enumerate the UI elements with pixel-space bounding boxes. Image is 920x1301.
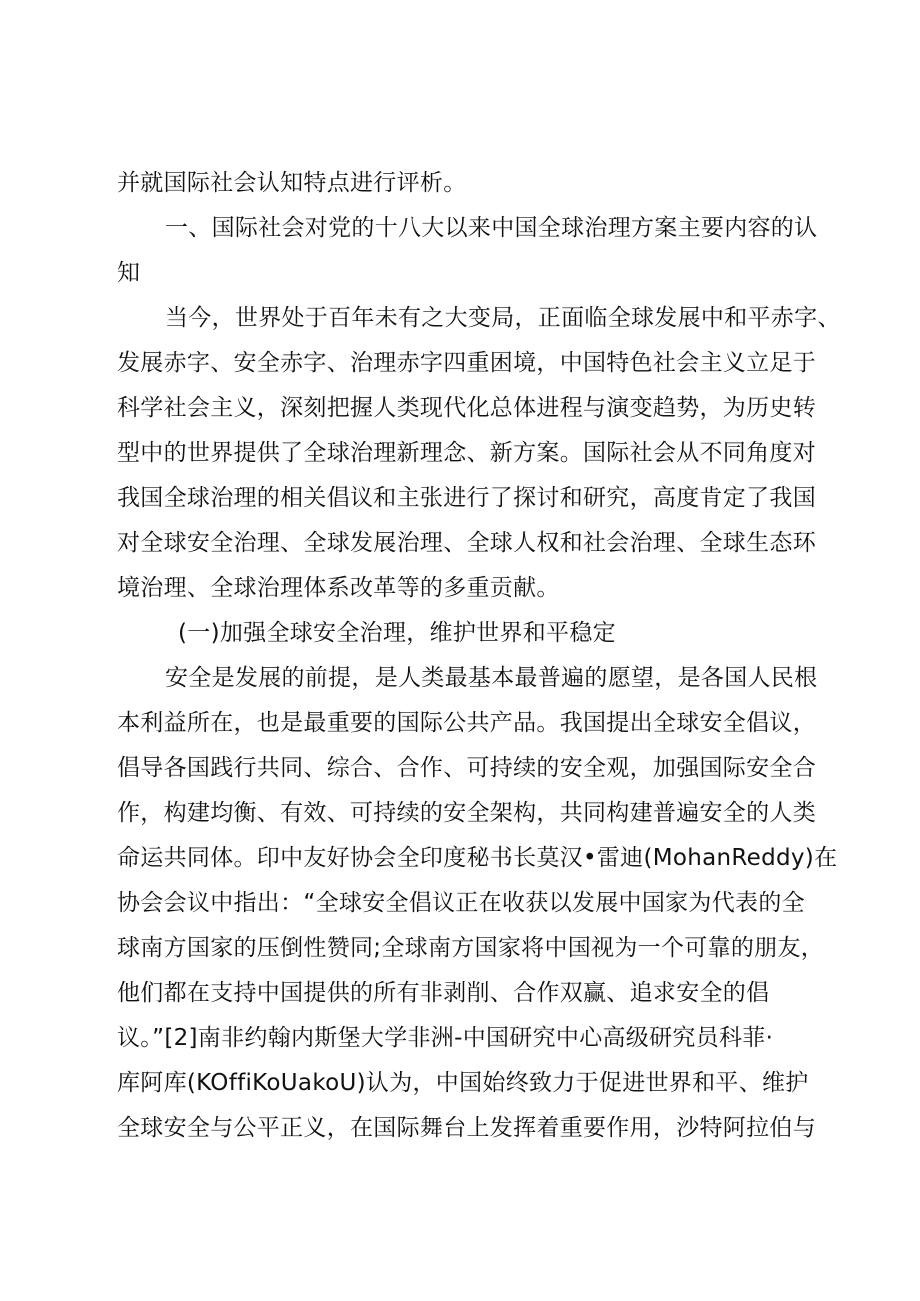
body-text-line: 球南方国家的压倒性赞同;全球南方国家将中国视为一个可靠的朋友， bbox=[117, 935, 825, 961]
body-text-line: 本利益所在，也是最重要的国际公共产品。我国提出全球安全倡议， bbox=[117, 710, 816, 736]
body-text-line: 库阿库(KOffiKoUakoU)认为，中国始终致力于促进世界和平、维护 bbox=[117, 1070, 809, 1096]
section-heading: 一、国际社会对党的十八大以来中国全球治理方案主要内容的认 bbox=[165, 215, 818, 241]
body-text-line: 对全球安全治理、全球发展治理、全球人权和社会治理、全球生态环 bbox=[117, 530, 816, 556]
body-text-line: 当今，世界处于百年未有之大变局，正面临全球发展中和平赤字、 bbox=[165, 305, 841, 331]
body-text-line: 安全是发展的前提，是人类最基本最普遍的愿望，是各国人民根 bbox=[165, 665, 818, 691]
body-text-line: 型中的世界提供了全球治理新理念、新方案。国际社会从不同角度对 bbox=[117, 440, 816, 466]
body-text-line: 协会会议中指出：“全球安全倡议正在收获以发展中国家为代表的全 bbox=[117, 890, 805, 916]
body-text-line: 全球安全与公平正义，在国际舞台上发挥着重要作用，沙特阿拉伯与 bbox=[117, 1115, 816, 1141]
body-text-line: 他们都在支持中国提供的所有非剥削、合作双赢、追求安全的倡 bbox=[117, 980, 770, 1006]
body-text-line: 科学社会主义，深刻把握人类现代化总体进程与演变趋势，为历史转 bbox=[117, 395, 816, 421]
body-text-line: 命运共同体。印中友好协会全印度秘书长莫汉•雷迪(MohanReddy)在 bbox=[117, 845, 838, 871]
body-text-line: 发展赤字、安全赤字、治理赤字四重困境，中国特色社会主义立足于 bbox=[117, 350, 816, 376]
body-text-line: 作，构建均衡、有效、可持续的安全架构，共同构建普遍安全的人类 bbox=[117, 800, 816, 826]
section-heading-continuation: 知 bbox=[117, 260, 141, 286]
subsection-heading: (一)加强全球安全治理，维护世界和平稳定 bbox=[178, 620, 616, 646]
paragraph-continuation: 并就国际社会认知特点进行评析。 bbox=[117, 170, 467, 196]
body-text-line: 议。”[2]南非约翰内斯堡大学非洲-中国研究中心高级研究员科菲· bbox=[117, 1025, 774, 1051]
body-text-line: 境治理、全球治理体系改革等的多重贡献。 bbox=[117, 575, 560, 601]
body-text-line: 倡导各国践行共同、综合、合作、可持续的安全观，加强国际安全合 bbox=[117, 755, 816, 781]
body-text-line: 我国全球治理的相关倡议和主张进行了探讨和研究，高度肯定了我国 bbox=[117, 485, 816, 511]
